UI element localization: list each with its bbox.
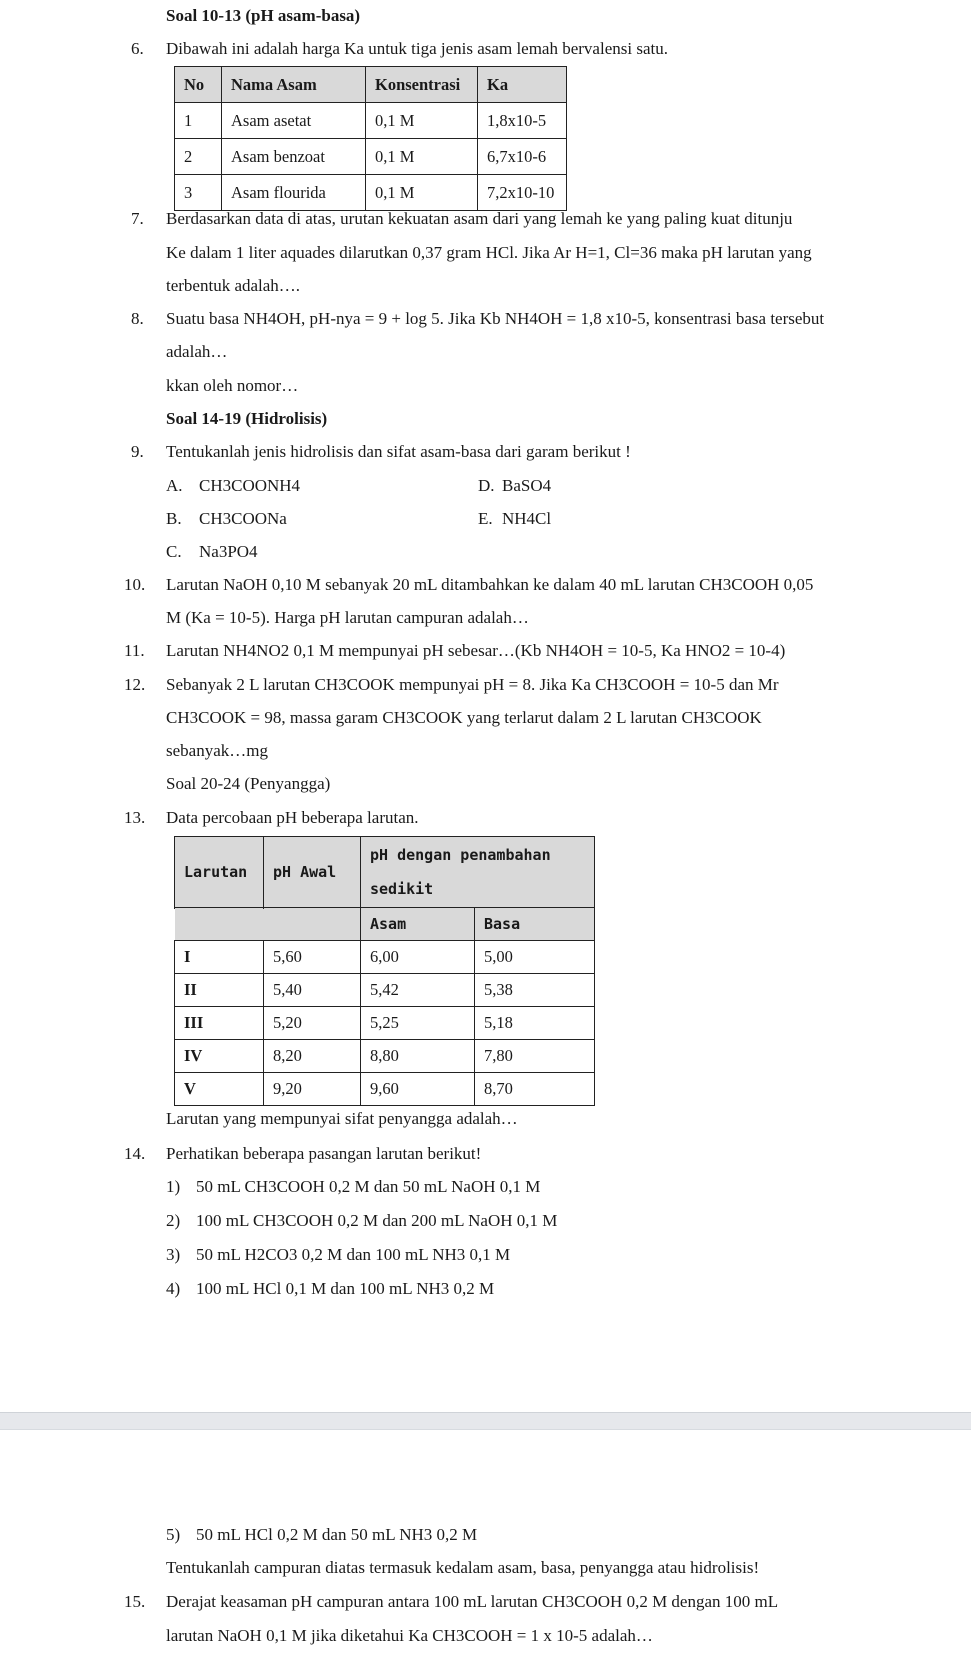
table-cell: 6,00 — [361, 941, 475, 974]
table-cell: 1,8x10-5 — [478, 103, 567, 139]
list-item-number: 3) — [166, 1245, 181, 1264]
question-14-text: Perhatikan beberapa pasangan larutan berikut! — [166, 1144, 482, 1163]
list-item: 100 mL HCl 0,1 M dan 100 mL NH3 0,2 M — [196, 1279, 495, 1298]
table-cell: 3 — [175, 175, 222, 211]
table-header-line: pH dengan penambahan — [370, 846, 551, 864]
table-header: Ka — [478, 67, 567, 103]
option-label: A. — [166, 476, 183, 495]
table-cell: III — [175, 1007, 264, 1040]
table-cell: 5,60 — [264, 941, 361, 974]
list-item-number: 1) — [166, 1177, 181, 1196]
table-cell: 8,20 — [264, 1040, 361, 1073]
table-cell: 1 — [175, 103, 222, 139]
list-item-number: 2) — [166, 1211, 181, 1230]
question-8-line: kkan oleh nomor… — [166, 376, 299, 395]
table-cell: 7,2x10-10 — [478, 175, 567, 211]
table-cell: Asam asetat — [222, 103, 366, 139]
question-number: 8. — [131, 309, 144, 328]
table-row — [175, 1007, 595, 1040]
question-number: 12. — [124, 675, 146, 694]
list-item: 100 mL CH3COOH 0,2 M dan 200 mL NaOH 0,1 M — [196, 1211, 558, 1230]
section-heading-hidrolisis: Soal 14-19 (Hidrolisis) — [166, 409, 328, 428]
table-cell: 0,1 M — [366, 175, 478, 211]
table-row — [175, 175, 567, 211]
table-cell: 0,1 M — [366, 139, 478, 175]
option-label: D. — [478, 476, 495, 495]
list-item: 50 mL HCl 0,2 M dan 50 mL NH3 0,2 M — [196, 1525, 478, 1544]
table-cell: I — [175, 941, 264, 974]
table-cell: 5,42 — [361, 974, 475, 1007]
option-text: NH4Cl — [502, 509, 552, 528]
table-cell: 5,18 — [475, 1007, 595, 1040]
table-header-line: sedikit — [370, 880, 434, 898]
question-8-line: adalah… — [166, 342, 228, 361]
acid-ka-table — [174, 66, 567, 211]
question-number: 15. — [124, 1592, 146, 1611]
table-cell: 2 — [175, 139, 222, 175]
table-row — [175, 974, 595, 1007]
question-number: 14. — [124, 1144, 146, 1163]
buffer-data-table-grid — [174, 836, 595, 1106]
table-cell: Asam flourida — [222, 175, 366, 211]
question-10-line: Larutan NaOH 0,10 M sebanyak 20 mL ditambahkan ke dalam 40 mL larutan CH3COOH 0,05 — [166, 575, 814, 594]
option-label: C. — [166, 542, 182, 561]
table-cell: 9,60 — [361, 1073, 475, 1106]
table-cell: 5,00 — [475, 941, 595, 974]
question-11-text: Larutan NH4NO2 0,1 M mempunyai pH sebesar…(Kb NH4OH = 10-5, Ka HNO2 = 10-4) — [166, 641, 786, 660]
list-item: 50 mL CH3COOH 0,2 M dan 50 mL NaOH 0,1 M — [196, 1177, 541, 1196]
table-cell: 5,25 — [361, 1007, 475, 1040]
option-label: E. — [478, 509, 493, 528]
question-number: 13. — [124, 808, 146, 827]
question-15-line: larutan NaOH 0,1 M jika diketahui Ka CH3COOH = 1 x 10-5 adalah… — [166, 1626, 653, 1645]
question-6-text: Dibawah ini adalah harga Ka untuk tiga jenis asam lemah bervalensi satu. — [166, 39, 668, 58]
question-12-line: CH3COOK = 98, massa garam CH3COOK yang terlarut dalam 2 L larutan CH3COOK — [166, 708, 762, 727]
list-item-number: 4) — [166, 1279, 181, 1298]
table-header: pH Awal — [264, 837, 361, 908]
table-header: Nama Asam — [222, 67, 366, 103]
table-cell: Asam benzoat — [222, 139, 366, 175]
question-12-line: sebanyak…mg — [166, 741, 268, 760]
question-number: 9. — [131, 442, 144, 461]
table-header: Asam — [361, 908, 475, 941]
list-item: 50 mL H2CO3 0,2 M dan 100 mL NH3 0,1 M — [196, 1245, 511, 1264]
option-text: CH3COONa — [199, 509, 287, 528]
option-text: BaSO4 — [502, 476, 552, 495]
table-cell: 5,38 — [475, 974, 595, 1007]
table-header-group — [361, 837, 595, 908]
table-cell: 5,40 — [264, 974, 361, 1007]
question-12-line: Sebanyak 2 L larutan CH3COOK mempunyai pH = 8. Jika Ka CH3COOH = 10-5 dan Mr — [166, 675, 779, 694]
table-cell: 9,20 — [264, 1073, 361, 1106]
table-cell: 0,1 M — [366, 103, 478, 139]
question-14-instruction: Tentukanlah campuran diatas termasuk kedalam asam, basa, penyangga atau hidrolisis! — [166, 1558, 760, 1577]
question-13-followup: Larutan yang mempunyai sifat penyangga adalah… — [166, 1109, 518, 1128]
table-header: Konsentrasi — [366, 67, 478, 103]
question-number: 6. — [131, 39, 144, 58]
question-15-line: Derajat keasaman pH campuran antara 100 mL larutan CH3COOH 0,2 M dengan 100 mL — [166, 1592, 779, 1611]
table-header: Larutan — [175, 837, 264, 908]
table-cell: IV — [175, 1040, 264, 1073]
question-number: 11. — [124, 641, 145, 660]
option-text: CH3COONH4 — [199, 476, 301, 495]
table-cell: 8,80 — [361, 1040, 475, 1073]
question-number: 10. — [124, 575, 146, 594]
table-cell: 6,7x10-6 — [478, 139, 567, 175]
option-text: Na3PO4 — [199, 542, 258, 561]
table-cell: 5,20 — [264, 1007, 361, 1040]
page-separator — [0, 1412, 971, 1430]
question-10-line: M (Ka = 10-5). Harga pH larutan campuran adalah… — [166, 608, 529, 627]
question-number: 7. — [131, 209, 144, 228]
question-13-text: Data percobaan pH beberapa larutan. — [166, 808, 419, 827]
table-header: No — [175, 67, 222, 103]
table-row — [175, 1073, 595, 1106]
table-cell: 7,80 — [475, 1040, 595, 1073]
table-header: Basa — [475, 908, 595, 941]
question-8-line: Suatu basa NH4OH, pH-nya = 9 + log 5. Jika Kb NH4OH = 1,8 x10-5, konsentrasi basa tersebut — [166, 309, 825, 328]
table-cell: II — [175, 974, 264, 1007]
table-row — [175, 103, 567, 139]
table-cell: V — [175, 1073, 264, 1106]
table-row — [175, 139, 567, 175]
section-heading-ph: Soal 10-13 (pH asam-basa) — [166, 6, 361, 25]
list-item-number: 5) — [166, 1525, 181, 1544]
question-7-line: Berdasarkan data di atas, urutan kekuatan asam dari yang lemah ke yang paling kuat ditunju — [166, 209, 793, 228]
option-label: B. — [166, 509, 182, 528]
question-7-line: Ke dalam 1 liter aquades dilarutkan 0,37 gram HCl. Jika Ar H=1, Cl=36 maka pH larutan yang — [166, 243, 812, 262]
table-row — [175, 1040, 595, 1073]
question-9-text: Tentukanlah jenis hidrolisis dan sifat asam-basa dari garam berikut ! — [166, 442, 631, 461]
table-row — [175, 941, 595, 974]
section-heading-penyangga: Soal 20-24 (Penyangga) — [166, 774, 331, 793]
table-cell: 8,70 — [475, 1073, 595, 1106]
question-7-line: terbentuk adalah…. — [166, 276, 301, 295]
